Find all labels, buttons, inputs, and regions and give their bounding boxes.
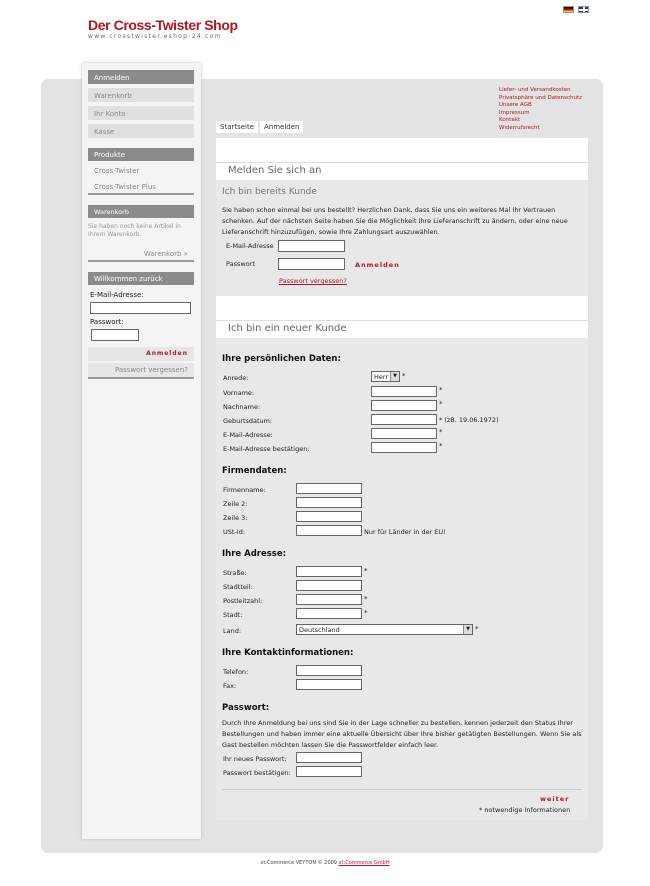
- link-shipping[interactable]: Liefer- und Versandkosten: [499, 87, 571, 93]
- email-input[interactable]: [371, 428, 437, 439]
- password-text: Durch Ihre Anmeldung bei uns sind Sie in der Lage schneller zu bestellen, kennen jederzeit den Status Ihrer Bestellungen und haben immer eine aktuelle Übersicht über Ihre bisher getätigten Bestellungen. Wenn Sie als Gast bestellen möchten lassen Sie die Passwortfelder einfach leer.: [222, 719, 582, 749]
- chevron-down-icon: ▼: [390, 372, 399, 381]
- birthday-hint: * (zB. 19.06.1972): [439, 416, 499, 424]
- login-heading: Melden Sie sich an: [228, 165, 322, 176]
- required-star: *: [439, 400, 443, 408]
- divider: [216, 320, 588, 321]
- top-links: [499, 87, 582, 132]
- sidebar: [82, 63, 201, 839]
- email-label: E-Mail-Adresse:: [223, 431, 273, 439]
- district-input[interactable]: [296, 580, 362, 591]
- product-cross-twister-plus[interactable]: Cross-Twister Plus: [94, 183, 156, 191]
- sidebar-password-input[interactable]: [91, 329, 139, 341]
- cart-heading: Warenkorb: [88, 205, 194, 218]
- required-star: *: [364, 609, 368, 617]
- country-label: Land:: [223, 627, 242, 635]
- company-input[interactable]: [296, 483, 362, 494]
- divider: [222, 789, 582, 790]
- phone-input[interactable]: [296, 665, 362, 676]
- login-password-label: Passwort: [226, 260, 255, 268]
- street-input[interactable]: [296, 566, 362, 577]
- login-button[interactable]: Anmelden: [355, 261, 400, 269]
- city-input[interactable]: [296, 608, 362, 619]
- required-note: * notwendige Informationen: [479, 806, 571, 814]
- firstname-label: Vorname:: [223, 389, 255, 397]
- line3-label: Zeile 3:: [223, 514, 248, 522]
- ustid-input[interactable]: [296, 525, 362, 536]
- link-agb[interactable]: Unsere AGB: [499, 102, 532, 108]
- shop-title[interactable]: Der Cross-Twister Shop: [88, 17, 238, 33]
- confirm-password-input[interactable]: [296, 766, 362, 777]
- lastname-label: Nachname:: [223, 403, 261, 411]
- footer: [0, 860, 650, 866]
- contact-heading: Ihre Kontaktinformationen:: [222, 648, 354, 658]
- required-star: *: [364, 595, 368, 603]
- forgot-password-link[interactable]: Passwort vergessen?: [279, 277, 347, 285]
- birthday-input[interactable]: [371, 414, 437, 425]
- login-panel: [216, 180, 588, 296]
- login-subheading: Ich bin bereits Kunde: [222, 187, 317, 197]
- zip-label: Postleitzahl:: [223, 597, 263, 605]
- shop-url: www.crosstwister.eshop-24.com: [88, 33, 222, 40]
- footer-text: xt:Commerce VEYTON © 2009: [260, 860, 337, 866]
- de-flag-icon[interactable]: [563, 6, 574, 13]
- chevron-down-icon: ▼: [463, 625, 472, 634]
- sidebar-login-button[interactable]: Anmelden: [88, 347, 194, 361]
- email-confirm-label: E-Mail-Adresse bestätigen:: [223, 445, 310, 453]
- sidebar-email-input[interactable]: [90, 302, 191, 314]
- lastname-input[interactable]: [371, 400, 437, 411]
- company-label: Firmenname:: [223, 486, 266, 494]
- phone-label: Telefon:: [223, 668, 249, 676]
- line2-label: Zeile 2:: [223, 500, 248, 508]
- register-heading: Ich bin ein neuer Kunde: [228, 323, 347, 334]
- city-label: Stadt:: [223, 611, 243, 619]
- link-privacy[interactable]: Privatsphäre und Datenschutz: [499, 94, 583, 101]
- anrede-value: Herr: [374, 373, 389, 381]
- product-cross-twister[interactable]: Cross-Twister: [94, 167, 140, 175]
- required-star: *: [439, 386, 443, 394]
- nav-anmelden[interactable]: Anmelden: [88, 70, 194, 84]
- ustid-hint: Nur für Länder in der EU!: [364, 528, 446, 536]
- divider: [88, 377, 194, 379]
- sidebar-password-label: Passwort:: [90, 318, 124, 326]
- line2-input[interactable]: [296, 497, 362, 508]
- divider: [216, 162, 588, 163]
- personal-data-heading: Ihre persönlichen Daten:: [222, 354, 341, 364]
- email-confirm-input[interactable]: [371, 442, 437, 453]
- line3-input[interactable]: [296, 511, 362, 522]
- password-heading: Passwort:: [222, 703, 270, 713]
- nav-kasse[interactable]: Kasse: [88, 124, 194, 138]
- en-flag-icon[interactable]: [578, 6, 589, 13]
- confirm-password-label: Passwort bestätigen:: [223, 769, 291, 777]
- district-label: Stadtteil:: [223, 583, 253, 591]
- required-star: *: [364, 567, 368, 575]
- welcome-heading: Willkommen zurück: [88, 272, 194, 285]
- country-value: Deutschland: [299, 626, 340, 634]
- footer-link[interactable]: xt:Commerce GmbH: [338, 860, 390, 866]
- ustid-label: USt-Id:: [223, 528, 246, 536]
- login-email-label: E-Mail-Adresse: [226, 242, 274, 250]
- fax-label: Fax:: [223, 682, 237, 690]
- products-heading: Produkte: [88, 148, 194, 161]
- divider: [88, 260, 194, 262]
- link-contact[interactable]: Kontakt: [499, 117, 521, 123]
- anrede-select[interactable]: [371, 371, 400, 382]
- login-email-input[interactable]: [278, 240, 345, 252]
- link-withdrawal[interactable]: Widerrufsrecht: [499, 124, 540, 131]
- anrede-label: Anrede:: [223, 374, 249, 382]
- address-heading: Ihre Adresse:: [222, 549, 287, 559]
- link-imprint[interactable]: Impressum: [499, 109, 530, 116]
- breadcrumb-startseite[interactable]: Startseite: [216, 121, 258, 133]
- company-heading: Firmendaten:: [222, 466, 287, 476]
- nav-warenkorb[interactable]: Warenkorb: [88, 88, 194, 102]
- zip-input[interactable]: [296, 594, 362, 605]
- required-star: *: [439, 428, 443, 436]
- required-star: *: [475, 625, 479, 633]
- required-star: *: [439, 442, 443, 450]
- next-button[interactable]: weiter: [540, 795, 570, 803]
- cart-button[interactable]: Warenkorb »: [88, 247, 194, 261]
- login-password-input[interactable]: [278, 258, 345, 270]
- breadcrumb-anmelden[interactable]: Anmelden: [260, 121, 303, 133]
- nav-ihr-konto[interactable]: Ihr Konto: [88, 106, 194, 120]
- fax-input[interactable]: [296, 679, 362, 690]
- new-password-input[interactable]: [296, 752, 362, 763]
- new-password-label: Ihr neues Passwort:: [223, 755, 287, 763]
- sidebar-email-label: E-Mail-Adresse:: [90, 291, 144, 299]
- cart-empty-text: Sie haben noch keine Artikel in Ihrem Warenkorb.: [88, 223, 181, 238]
- country-select[interactable]: [296, 624, 473, 635]
- firstname-input[interactable]: [371, 386, 437, 397]
- street-label: Straße:: [223, 569, 247, 577]
- birthday-label: Geburtsdatum:: [223, 417, 273, 425]
- divider: [88, 193, 194, 195]
- sidebar-forgot-button[interactable]: Passwort vergessen?: [88, 363, 194, 377]
- login-text: Sie haben schon einmal bei uns bestellt? Herzlichen Dank, dass Sie uns ein weiteres Mal Ihr Vertrauen schenken. Auf der nächsten Seite haben Sie die Möglichkeit Ihre Lieferanschrift zu ändern, oder eine neue Lieferanschrift hinzuzufügen, sowie Ihre Zahlungsart auszuwählen.: [222, 206, 568, 236]
- required-star: *: [402, 372, 406, 380]
